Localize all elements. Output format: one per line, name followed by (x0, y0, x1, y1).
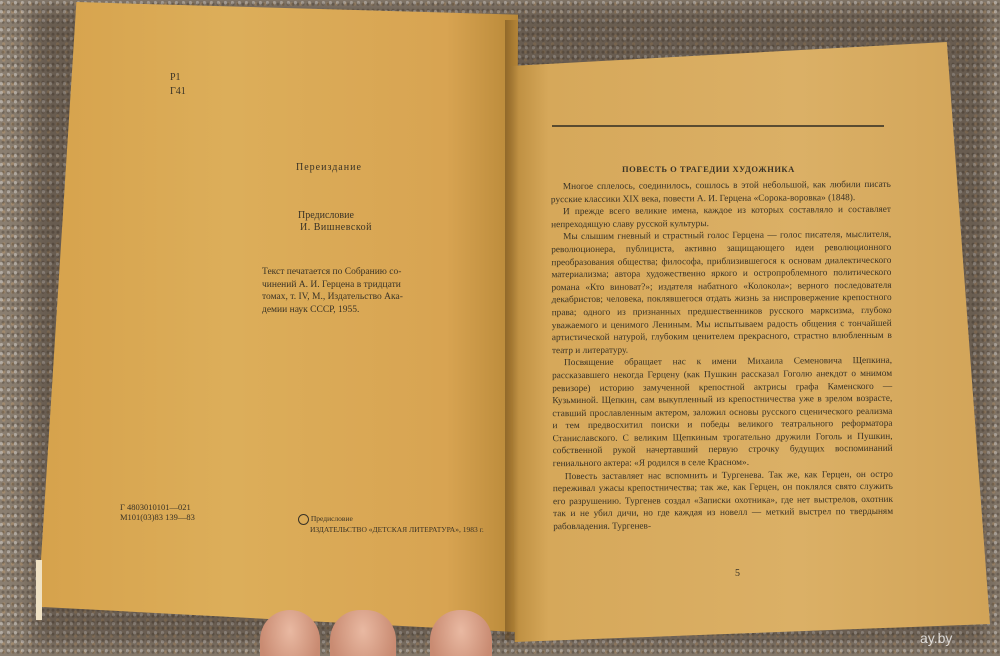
watermark: ay.by (920, 630, 953, 646)
header-rule (552, 125, 884, 127)
catalog-line: М101(03)83 139—83 (120, 512, 195, 522)
source-note-line: томах, т. IV, М., Издательство Ака- (262, 292, 403, 302)
paragraph: Мы слышим гневный и страстный голос Герцена — голос писателя, мыслителя, революционера, публициста, активно защищающего идеи революционного преобразования общества; философа, приблизившегося к основам диалектического материализма; автора художественно яркого и остропроблемного политического романа «Кто виноват?»; издателя набатного «Колокола»; верного последователя декабристов; человека, поклявшегося отдать жизнь за ниспровержение крепостного права; одного из признанных предшественников русского марксизма, глубоко уважаемого и ценимого Лениным. Мы испытываем радость общения с тончайшей артистической натурой, глубоким ценителем прекрасного, страстно влюбленным в театр и литературу. (551, 230, 892, 356)
finger (430, 610, 492, 656)
left-page (38, 2, 518, 632)
fingers (250, 600, 530, 656)
classification-code-2: Г41 (170, 86, 186, 97)
foreword-author: И. Вишневской (300, 222, 373, 233)
copyright-icon (298, 514, 309, 525)
paragraph: Повесть заставляет нас вспомнить и Тургенева. Так же, как Герцен, он остро переживал ужасы крепостничества; так же, как Герцен, он поклялся свято служить его разрушению. Тургенев создал «Записки охотника», где нет выстрелов, охотник так и не убил дичи, но где каждая из новелл — меткий выстрел по твердыням рабовладения. Тургенев- (552, 469, 894, 533)
classification-code-1: Р1 (170, 72, 181, 83)
source-note (262, 266, 403, 316)
catalog-line: Г 4803010101—021 (120, 502, 191, 512)
copyright-publisher: ИЗДАТЕЛЬСТВО «ДЕТСКАЯ ЛИТЕРАТУРА», 1983 г. (310, 525, 484, 534)
source-note-line: чинений А. И. Герцена в тридцати (262, 279, 401, 290)
chapter-heading: ПОВЕСТЬ О ТРАГЕДИИ ХУДОЖНИКА (622, 164, 795, 174)
book-spine (505, 20, 519, 640)
page-edge (36, 560, 42, 620)
paragraph: Посвящение обращает нас к имени Михаила Семеновича Щепкина, рассказавшего некогда Герцену (как Пушкин рассказал Гоголю анекдот о мнимом ревизоре) историю замученной крепостной актрисы графа Каменского — Кузьминой. Щепкин, сам выкупленный из крепостничества уже в зрелом возрасте, ставший прославленным актером, заложил основы русского сценического реализма и тем предвосхитил поиски и победы великого театрального реформатора Станиславского. С великим Щепкиным трогательно дружили Гоголь и Пушкин, собственной рукой начертавший первую строчку будущих воспоминаний гениального актера: «Я родился в селе Красном». (552, 356, 893, 470)
copyright-foreword: Предисловие (310, 514, 353, 524)
catalog-code (120, 502, 195, 522)
page-number: 5 (735, 568, 740, 579)
paragraph: Многое сплелось, соединилось, сошлось в этой небольшой, как любили писать русские классики XIX века, повести А. И. Герцена «Сорока-воровка» (1848). (550, 179, 891, 205)
finger (260, 610, 320, 656)
foreword-label: Предисловие (298, 210, 354, 221)
paragraph: И прежде всего великие имена, каждое из которых составляло и составляет непреходящую славу русской культуры. (551, 205, 892, 230)
reprint-label: Переиздание (296, 162, 362, 173)
copyright (298, 514, 484, 535)
source-note-line: демии наук СССР, 1955. (262, 304, 360, 315)
source-note-line: Текст печатается по Собранию со- (262, 267, 402, 277)
finger (330, 610, 396, 656)
body-text (551, 179, 893, 534)
